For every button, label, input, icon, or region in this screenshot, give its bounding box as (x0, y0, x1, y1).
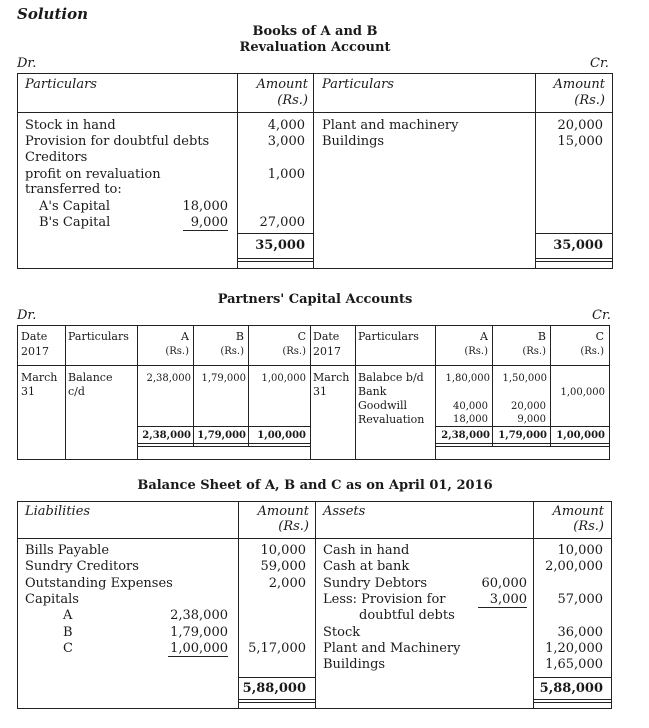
hdr-rs: (Rs.) (282, 346, 306, 357)
capital-b-value: 1,79,000 (170, 625, 228, 640)
row-particular: Buildings (322, 134, 385, 149)
cr-label: Cr. (590, 56, 609, 71)
hdr-c: C (297, 330, 306, 343)
l-date: March (21, 371, 58, 384)
total-a: 2,38,000 (142, 430, 191, 441)
total-b: 1,79,000 (498, 430, 547, 441)
capital-title: Partners' Capital Accounts (217, 292, 413, 307)
hdr-rs-left: (Rs.) (277, 93, 308, 108)
hdr-rs-right: (Rs.) (573, 519, 604, 534)
b-capital-value: 9,000 (183, 215, 228, 231)
row-amount: 3,000 (267, 134, 305, 149)
hdr-particulars-right: Particulars (322, 77, 394, 92)
capital-a-value: 2,38,000 (170, 608, 228, 623)
provision-value: 3,000 (478, 592, 527, 608)
hdr-amount-right: Amount (552, 504, 604, 519)
hdr-year: 2017 (21, 345, 49, 358)
total-left: 35,000 (255, 238, 305, 253)
hdr-b: B (537, 330, 546, 343)
total-liabilities: 5,88,000 (242, 681, 306, 696)
capital-c-label: C (63, 641, 73, 656)
hdr-assets: Assets (323, 504, 366, 519)
liability-amount: 10,000 (260, 543, 306, 558)
provision-label: Less: Provision for (323, 592, 446, 607)
row-amount: 4,000 (267, 118, 305, 133)
r-c-value: 1,00,000 (560, 387, 605, 398)
cr-label: Cr. (592, 308, 611, 323)
total-b: 1,79,000 (197, 430, 246, 441)
hdr-rs-left: (Rs.) (278, 519, 309, 534)
a-capital-label: A's Capital (39, 199, 111, 214)
hdr-amount-left: Amount (256, 77, 308, 92)
hdr-rs: (Rs.) (464, 346, 488, 357)
dr-label: Dr. (17, 308, 37, 323)
hdr-particulars: Particulars (358, 330, 419, 343)
plant-value: 1,20,000 (545, 641, 603, 656)
row-particular: Provision for doubtful debts (25, 134, 210, 149)
liability-amount: 59,000 (260, 559, 306, 574)
hdr-rs: (Rs.) (220, 346, 244, 357)
liability-item: Capitals (25, 592, 79, 607)
row-amount: 20,000 (557, 118, 603, 133)
capital-total: 5,17,000 (248, 641, 306, 656)
capital-b-label: B (63, 625, 73, 640)
revaluation-title: Revaluation Account (239, 40, 391, 55)
l-a-value: 2,38,000 (146, 373, 191, 384)
row-particular: Plant and machinery (322, 118, 459, 133)
r-a-value: 40,000 (453, 401, 488, 412)
liability-amount: 2,000 (268, 576, 306, 591)
solution-heading: Solution (17, 5, 88, 23)
asset-amount: 2,00,000 (545, 559, 603, 574)
stock-value: 36,000 (557, 625, 603, 640)
r-b-value: 1,50,000 (502, 373, 547, 384)
total-a: 2,38,000 (441, 430, 490, 441)
plant-label: Plant and Machinery (323, 641, 461, 656)
b-capital-label: B's Capital (39, 215, 111, 230)
l-b-value: 1,79,000 (201, 373, 246, 384)
hdr-rs: (Rs.) (580, 346, 604, 357)
hdr-date: Date (21, 330, 48, 343)
asset-item: Cash at bank (323, 559, 410, 574)
r-particular: Goodwill (358, 399, 408, 412)
hdr-amount-left: Amount (257, 504, 309, 519)
r-date: 31 (313, 385, 327, 398)
sundry-debtors-value: 60,000 (481, 576, 527, 591)
sundry-debtors-label: Sundry Debtors (323, 576, 428, 591)
hdr-a: A (480, 330, 488, 343)
capital-c-value: 1,00,000 (168, 641, 228, 657)
hdr-rs-right: (Rs.) (574, 93, 605, 108)
hdr-a: A (181, 330, 189, 343)
hdr-date: Date (313, 330, 340, 343)
provision-label-2: doubtful debts (359, 608, 455, 623)
row-particular: profit on revaluation (25, 167, 161, 182)
liability-item: Outstanding Expenses (25, 576, 173, 591)
r-a-value: 18,000 (453, 414, 488, 425)
buildings-label: Buildings (323, 657, 386, 672)
row-particular: Creditors (25, 150, 88, 165)
net-debtors: 57,000 (557, 592, 603, 607)
hdr-rs: (Rs.) (522, 346, 546, 357)
r-b-value: 20,000 (511, 401, 546, 412)
buildings-value: 1,65,000 (545, 657, 603, 672)
book-title: Books of A and B (252, 24, 378, 39)
hdr-rs: (Rs.) (165, 346, 189, 357)
l-particular: c/d (68, 385, 85, 398)
a-capital-value: 18,000 (182, 199, 228, 214)
stock-label: Stock (323, 625, 361, 640)
liability-item: Bills Payable (25, 543, 110, 558)
hdr-liabilities: Liabilities (25, 504, 91, 519)
r-a-value: 1,80,000 (445, 373, 490, 384)
r-date: March (313, 371, 350, 384)
asset-amount: 10,000 (557, 543, 603, 558)
r-b-value: 9,000 (517, 414, 546, 425)
total-c: 1,00,000 (257, 430, 306, 441)
total-assets: 5,88,000 (539, 681, 603, 696)
row-amount: 1,000 (267, 167, 305, 182)
hdr-c: C (595, 330, 604, 343)
r-particular: Revaluation (358, 413, 425, 426)
dr-label: Dr. (17, 56, 37, 71)
hdr-amount-right: Amount (553, 77, 605, 92)
row-particular: transferred to: (25, 182, 122, 197)
l-c-value: 1,00,000 (261, 373, 306, 384)
row-amount: 15,000 (557, 134, 603, 149)
balance-sheet-title: Balance Sheet of A, B and C as on April 01, 2016 (137, 478, 493, 493)
row-particular: Stock in hand (25, 118, 116, 133)
liability-item: Sundry Creditors (25, 559, 139, 574)
total-c: 1,00,000 (556, 430, 605, 441)
profit-total: 27,000 (259, 215, 305, 230)
hdr-particulars: Particulars (68, 330, 129, 343)
l-particular: Balance (68, 371, 113, 384)
r-particular: Bank (358, 385, 387, 398)
capital-a-label: A (63, 608, 73, 623)
hdr-year: 2017 (313, 345, 341, 358)
r-particular: Balabce b/d (358, 371, 424, 384)
total-right: 35,000 (553, 238, 603, 253)
asset-item: Cash in hand (323, 543, 410, 558)
l-date: 31 (21, 385, 35, 398)
hdr-b: B (235, 330, 244, 343)
hdr-particulars-left: Particulars (25, 77, 97, 92)
